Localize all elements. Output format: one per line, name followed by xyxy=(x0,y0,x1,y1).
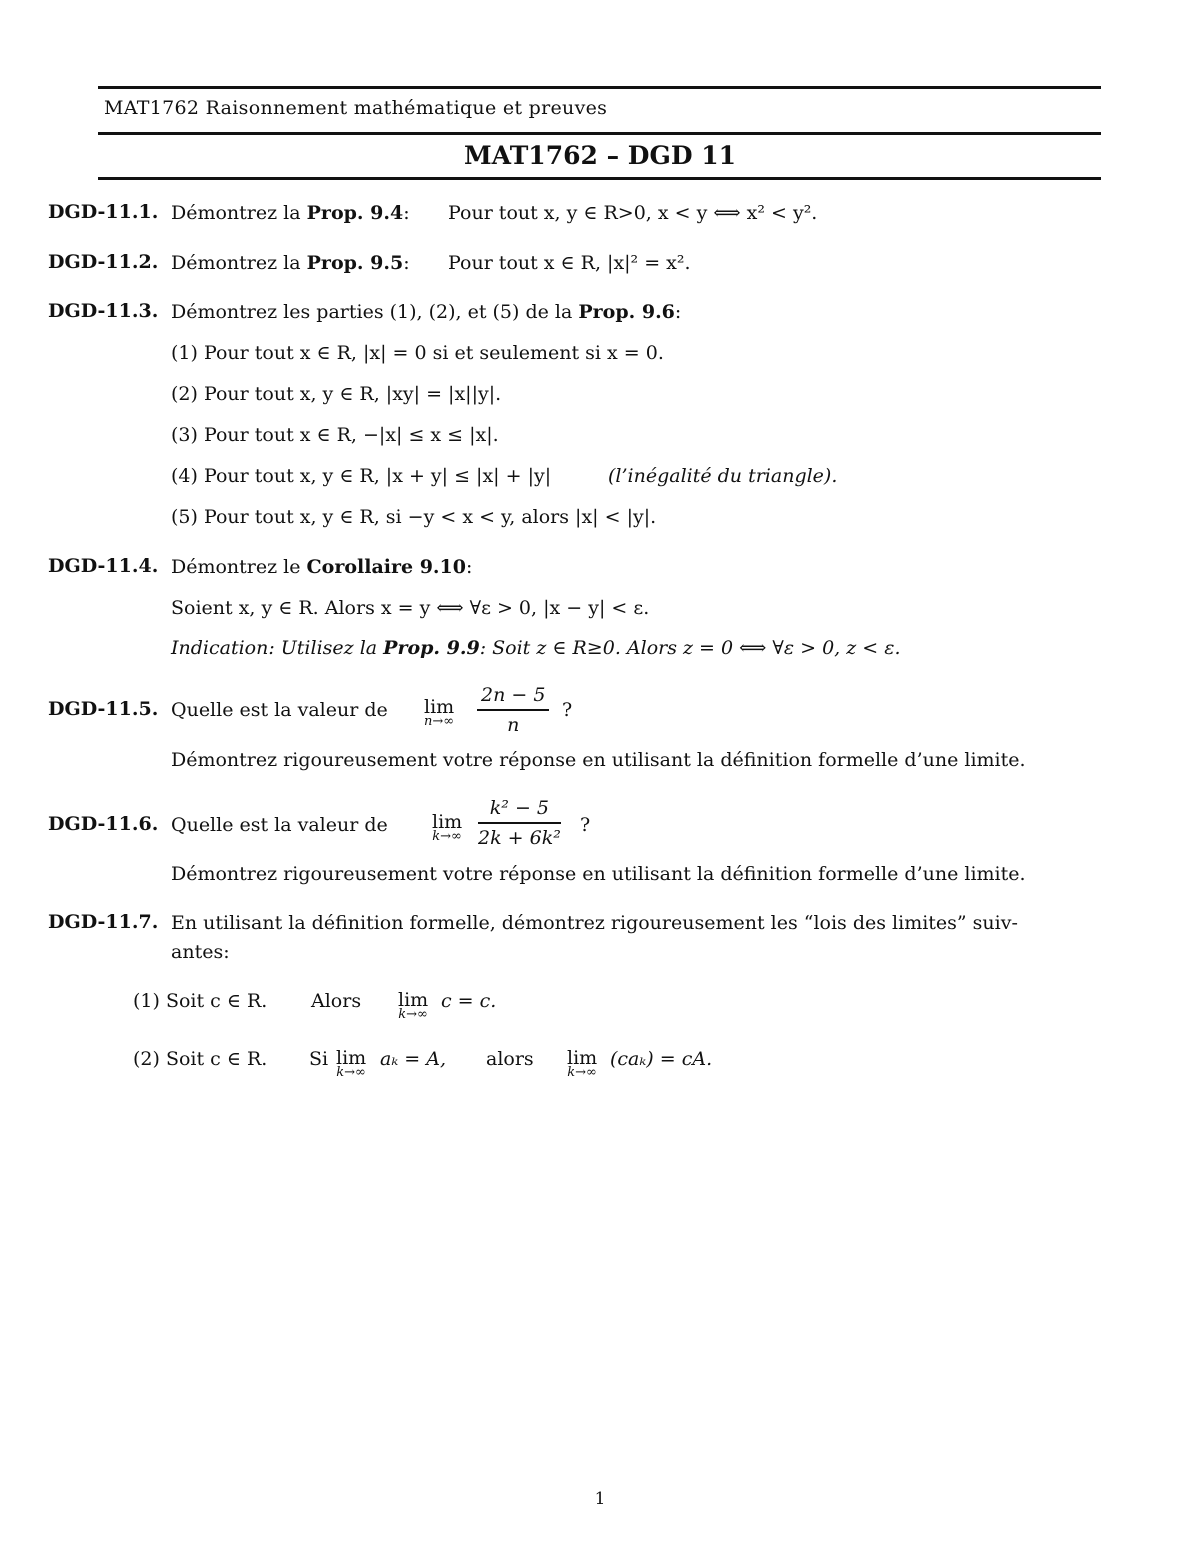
problem-4-colon: : xyxy=(465,556,473,578)
fraction-numerator: k² − 5 xyxy=(489,797,550,819)
lim-subscript: n→∞ xyxy=(424,714,455,729)
lim-operator: lim xyxy=(424,696,455,718)
problem-text-4 xyxy=(171,555,472,579)
lim-subscript: k→∞ xyxy=(336,1065,366,1080)
problem-2-statement: Pour tout x ∈ R, |x|² = x². xyxy=(448,252,691,274)
problem-6-limit xyxy=(432,811,462,844)
problem-5-fraction xyxy=(477,684,549,736)
lim-operator: lim xyxy=(398,989,429,1011)
problem-2-intro: Démontrez la xyxy=(171,252,307,274)
problem-label-5: DGD-11.5. xyxy=(48,698,159,720)
lim-operator: lim xyxy=(336,1047,367,1069)
problem-3-item-4: (4) Pour tout x, y ∈ R, |x + y| ≤ |x| + |y| xyxy=(171,465,552,487)
header-rule xyxy=(98,132,1101,135)
problem-1-intro: Démontrez la xyxy=(171,202,307,224)
problem-1-colon: : xyxy=(403,202,410,224)
problem-7-line-2: antes: xyxy=(171,941,230,963)
problem-7-item-2-limit xyxy=(336,1047,366,1080)
problem-3-colon: : xyxy=(674,301,682,323)
problem-5-question: Quelle est la valeur de xyxy=(171,699,388,721)
problem-7-item-2-result: (caₖ) = cA. xyxy=(610,1048,713,1070)
lim-operator: lim xyxy=(567,1047,598,1069)
hint-intro: Indication: Utilisez la xyxy=(171,637,384,659)
problem-4-ref: Corollaire 9.10 xyxy=(306,556,466,578)
problem-6-qmark: ? xyxy=(580,814,591,836)
problem-label-6: DGD-11.6. xyxy=(48,813,159,835)
problem-3-intro: Démontrez les parties (1), (2), et (5) de la xyxy=(171,301,579,323)
problem-label-3: DGD-11.3. xyxy=(48,300,159,322)
problem-2-ref: Prop. 9.5 xyxy=(306,252,404,274)
fraction-denominator: 2k + 6k² xyxy=(478,826,561,849)
problem-5-limit xyxy=(424,696,454,729)
hint-ref: Prop. 9.9 xyxy=(383,637,480,659)
problem-3-item-1: (1) Pour tout x ∈ R, |x| = 0 si et seulement si x = 0. xyxy=(171,342,664,364)
problem-7-item-1-limit xyxy=(398,989,428,1022)
problem-text-3 xyxy=(171,300,681,324)
problem-label-1: DGD-11.1. xyxy=(48,201,159,223)
problem-1-ref: Prop. 9.4 xyxy=(306,202,404,224)
problem-1-statement: Pour tout x, y ∈ R>0, x < y ⟺ x² < y². xyxy=(448,202,818,224)
lim-subscript: k→∞ xyxy=(432,829,462,844)
page-number: 1 xyxy=(594,1489,606,1509)
problem-7-item-2-intro: (2) Soit c ∈ R. xyxy=(133,1048,268,1070)
problem-6-question: Quelle est la valeur de xyxy=(171,814,388,836)
lim-subscript: k→∞ xyxy=(567,1065,597,1080)
problem-label-4: DGD-11.4. xyxy=(48,555,159,577)
problem-label-2: DGD-11.2. xyxy=(48,251,159,273)
lim-subscript: k→∞ xyxy=(398,1007,428,1022)
course-header: MAT1762 Raisonnement mathématique et preuves xyxy=(104,97,608,119)
problem-7-item-1-result: c = c. xyxy=(441,990,497,1012)
problem-text-1 xyxy=(171,201,410,225)
problem-3-item-2: (2) Pour tout x, y ∈ R, |xy| = |x||y|. xyxy=(171,383,502,405)
fraction-numerator: 2n − 5 xyxy=(481,684,546,706)
problem-5-instruction: Démontrez rigoureusement votre réponse en utilisant la définition formelle d’une limite. xyxy=(171,749,1026,771)
fraction-denominator: n xyxy=(507,713,520,736)
problem-7-item-1-intro: (1) Soit c ∈ R. xyxy=(133,990,268,1012)
title-rule xyxy=(98,177,1101,180)
problem-7-item-1-alors: Alors xyxy=(311,990,362,1012)
page-title: MAT1762 – DGD 11 xyxy=(464,141,736,170)
problem-2-colon: : xyxy=(403,252,410,274)
problem-3-item-5: (5) Pour tout x, y ∈ R, si −y < x < y, alors |x| < |y|. xyxy=(171,506,657,528)
problem-5-qmark: ? xyxy=(562,699,573,721)
problem-6-instruction: Démontrez rigoureusement votre réponse en utilisant la définition formelle d’une limite. xyxy=(171,863,1026,885)
problem-6-fraction xyxy=(478,797,561,849)
fraction-bar xyxy=(477,709,549,711)
fraction-bar xyxy=(478,822,561,824)
problem-text-2 xyxy=(171,251,410,275)
problem-label-7: DGD-11.7. xyxy=(48,911,159,933)
problem-4-intro: Démontrez le xyxy=(171,556,307,578)
problem-3-item-3: (3) Pour tout x ∈ R, −|x| ≤ x ≤ |x|. xyxy=(171,424,499,446)
hint-statement: : Soit z ∈ R≥0. Alors z = 0 ⟺ ∀ε > 0, z < ε. xyxy=(479,637,901,659)
problem-7-line-1: En utilisant la définition formelle, démontrez rigoureusement les “lois des limites” suiv- xyxy=(171,912,1018,934)
top-rule xyxy=(98,86,1101,89)
lim-operator: lim xyxy=(432,811,463,833)
problem-7-item-2-hypothesis: aₖ = A, xyxy=(380,1048,447,1070)
problem-4-statement: Soient x, y ∈ R. Alors x = y ⟺ ∀ε > 0, |x − y| < ε. xyxy=(171,597,650,619)
problem-4-hint xyxy=(171,636,901,660)
problem-3-ref: Prop. 9.6 xyxy=(578,301,675,323)
triangle-inequality-note: (l’inégalité du triangle). xyxy=(608,465,838,487)
problem-7-item-2-limit-2 xyxy=(567,1047,597,1080)
problem-7-item-2-si: Si xyxy=(309,1048,329,1070)
problem-7-item-2-alors: alors xyxy=(486,1048,534,1070)
